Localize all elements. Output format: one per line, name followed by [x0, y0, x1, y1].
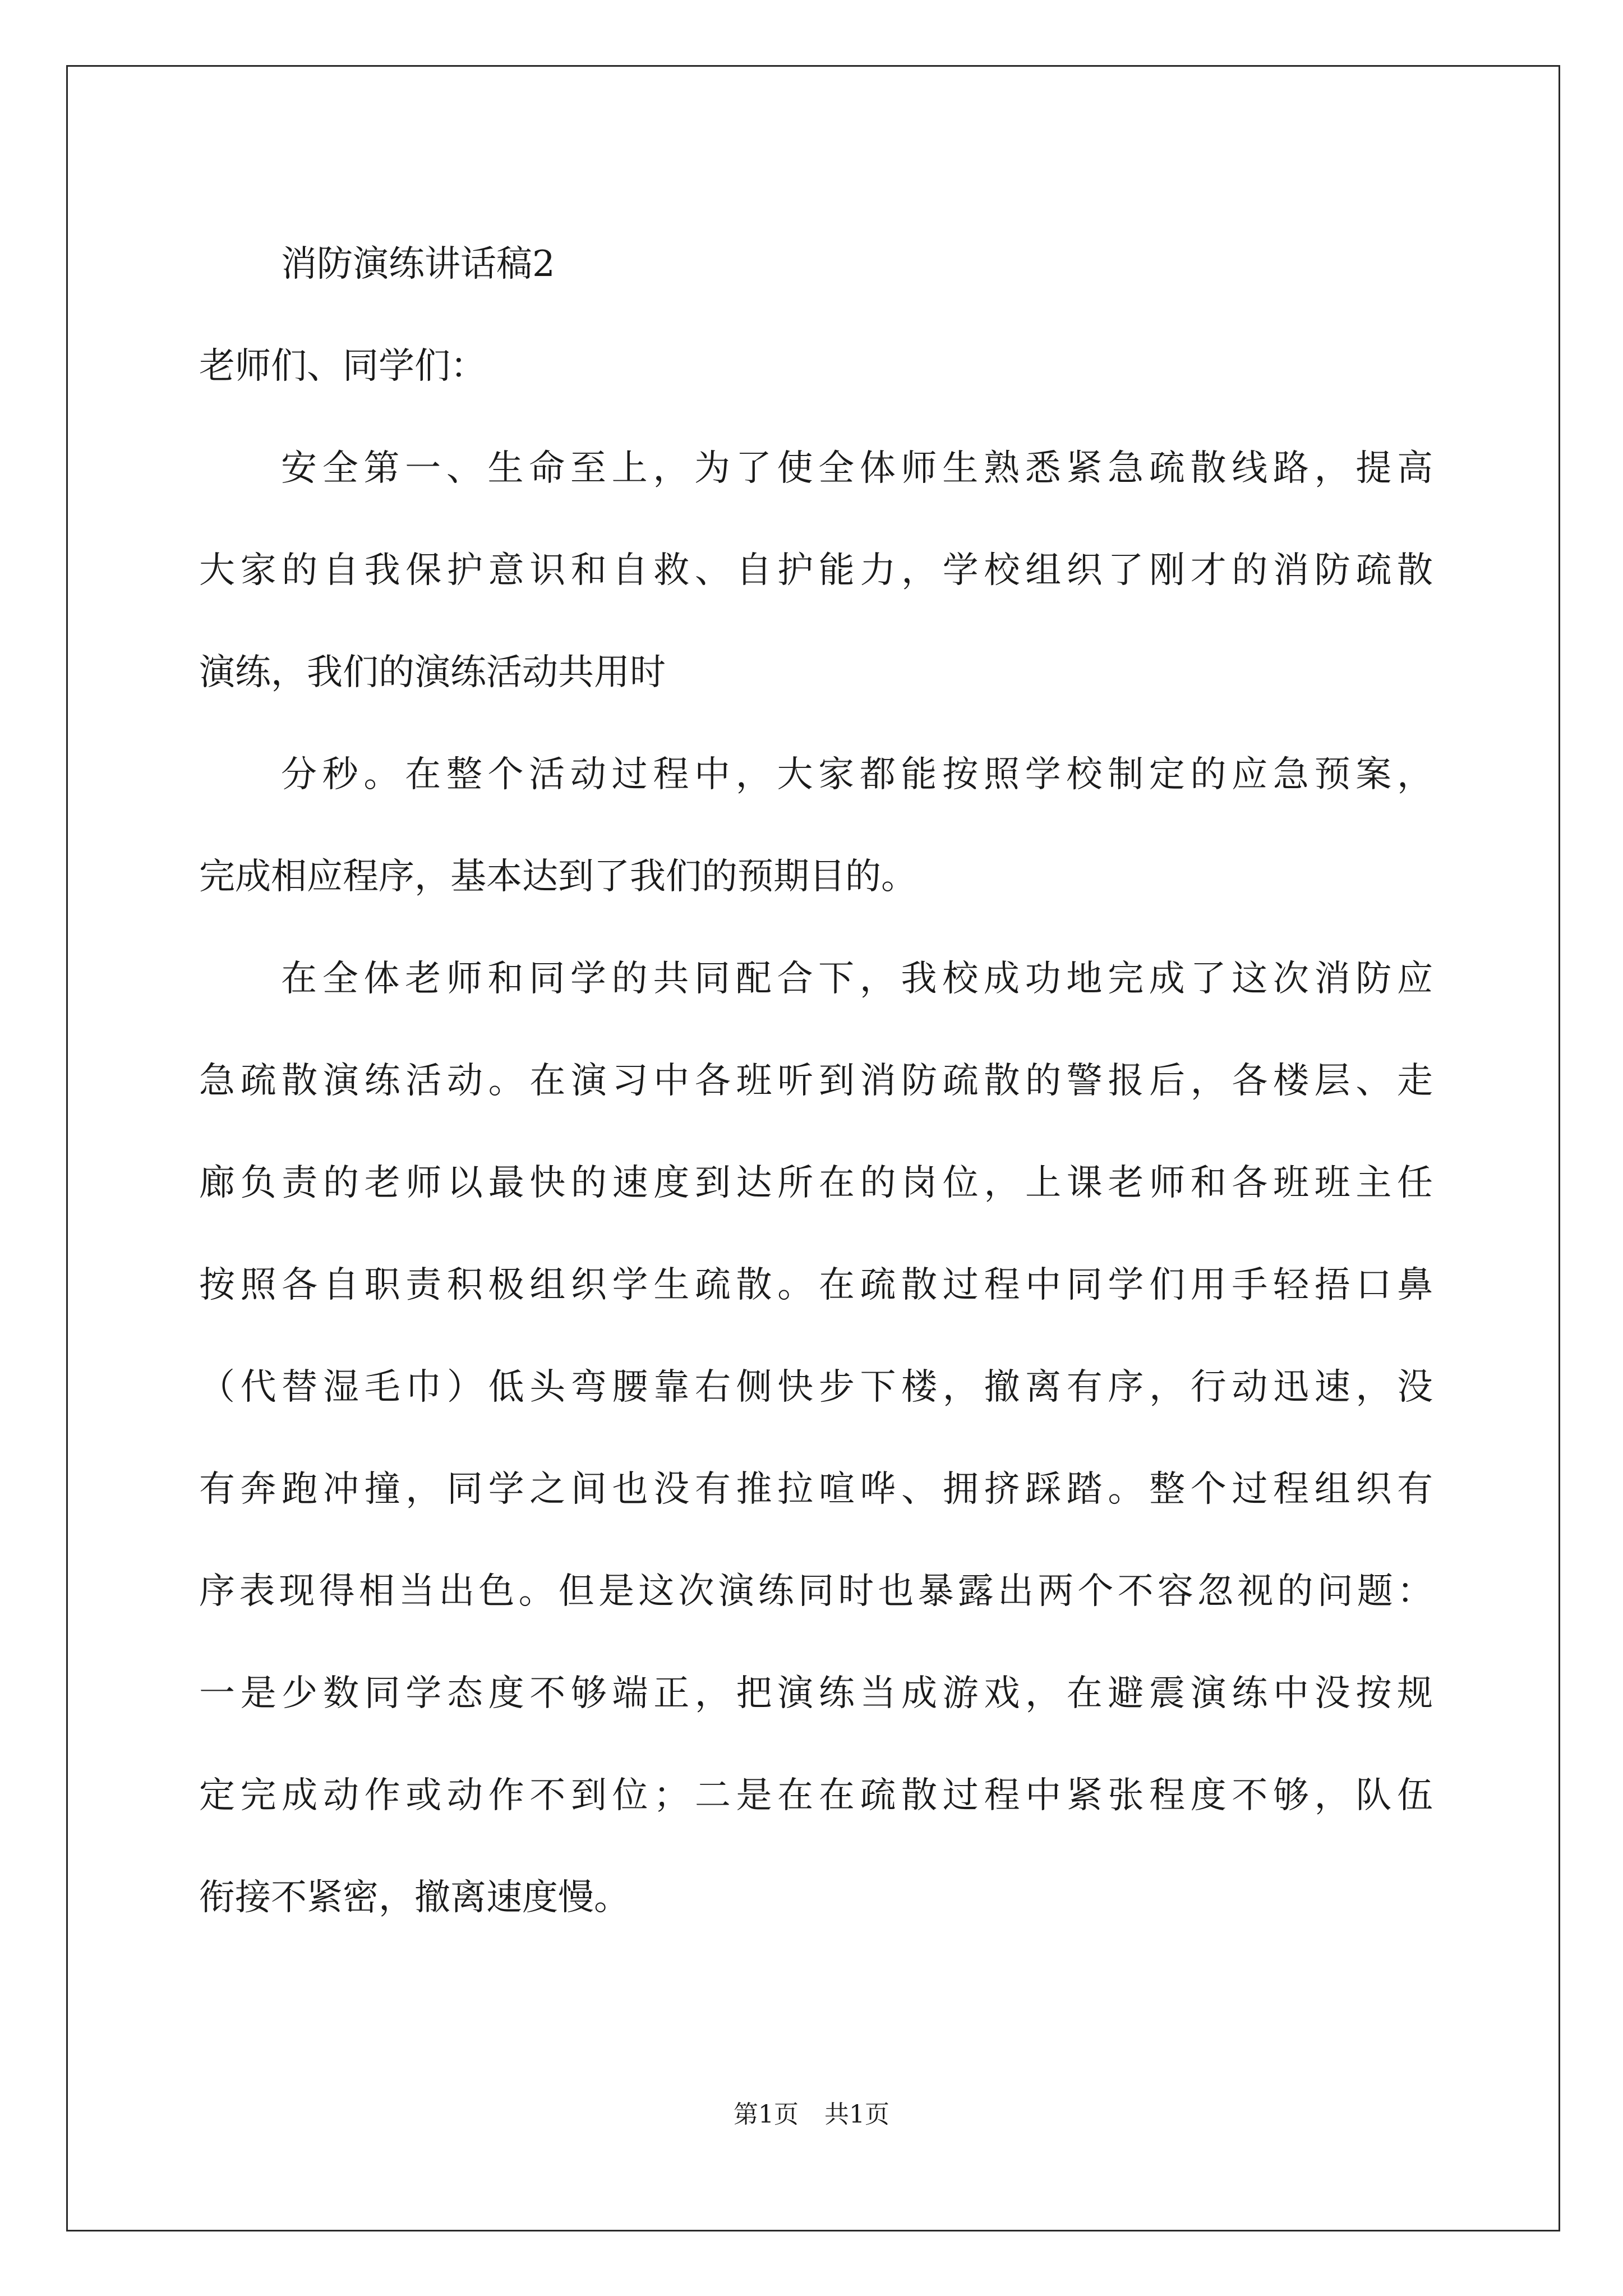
paragraph-line: 大家的自我保护意识和自救、自护能力，学校组织了刚才的消防疏散: [199, 550, 1433, 591]
document-title: 消防演练讲话稿2: [281, 243, 555, 285]
page-number: 第1页: [734, 2100, 799, 2129]
paragraph-line: 序表现得相当出色。但是这次演练同时也暴露出两个不容忽视的问题：: [199, 1571, 1433, 1612]
paragraph-line: 衔接不紧密，撤离速度慢。: [199, 1877, 630, 1918]
paragraph-1: [199, 417, 1433, 724]
paragraph-line: 急疏散演练活动。在演习中各班听到消防疏散的警报后，各楼层、走: [199, 1060, 1433, 1102]
page-total: 共1页: [824, 2100, 889, 2129]
paragraph-line: 分秒。在整个活动过程中，大家都能按照学校制定的应急预案，: [281, 754, 1433, 795]
paragraph-line: （代替湿毛巾）低头弯腰靠右侧快步下楼，撤离有序，行动迅速，没: [199, 1366, 1433, 1408]
paragraph-line: 定完成动作或动作不到位；二是在在疏散过程中紧张程度不够，队伍: [199, 1775, 1433, 1816]
paragraph-line: 演练，我们的演练活动共用时: [199, 652, 666, 693]
paragraph-line: 按照各自职责积极组织学生疏散。在疏散过程中同学们用手轻捂口鼻: [199, 1264, 1433, 1306]
paragraph-line: 有奔跑冲撞，同学之间也没有推拉喧哗、拥挤踩踏。整个过程组织有: [199, 1469, 1433, 1510]
document-body: [199, 213, 1433, 1949]
paragraph-line: 廊负责的老师以最快的速度到达所在的岗位，上课老师和各班班主任: [199, 1162, 1433, 1204]
salutation: 老师们、同学们：: [199, 346, 486, 387]
paragraph-line: 完成相应程序，基本达到了我们的预期目的。: [199, 856, 917, 898]
paragraph-3: [199, 928, 1433, 1949]
paragraph-line: 一是少数同学态度不够端正，把演练当成游戏，在避震演练中没按规: [199, 1673, 1433, 1714]
page-footer: [0, 2098, 1623, 2132]
paragraph-2: [199, 724, 1433, 928]
paragraph-line: 安全第一、生命至上，为了使全体师生熟悉紧急疏散线路，提高: [281, 448, 1433, 489]
paragraph-line: 在全体老师和同学的共同配合下，我校成功地完成了这次消防应: [281, 958, 1433, 1000]
